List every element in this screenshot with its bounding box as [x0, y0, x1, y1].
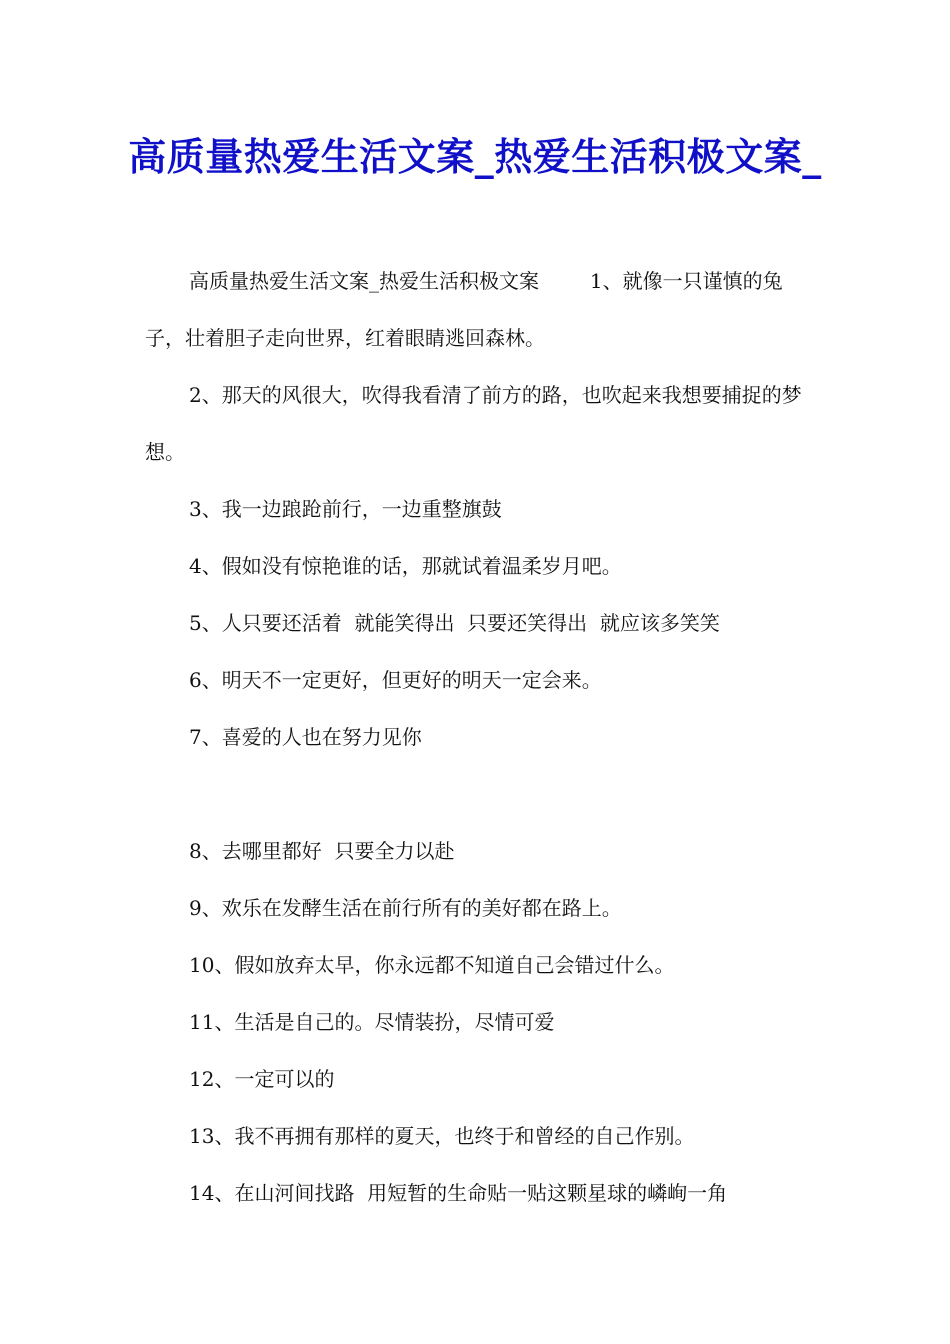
document-title: 高质量热爱生活文案_热爱生活积极文案_ [128, 135, 822, 179]
paragraph-12: 12、一定可以的 [189, 1067, 335, 1091]
paragraph-6: 6、明天不一定更好，但更好的明天一定会来。 [189, 668, 602, 692]
paragraph-2: 2、那天的风很大，吹得我看清了前方的路，也吹起来我想要捕捉的梦想。 [145, 383, 802, 464]
paragraph-4: 4、假如没有惊艳谁的话，那就试着温柔岁月吧。 [189, 554, 622, 578]
paragraph-9: 9、欢乐在发酵生活在前行所有的美好都在路上。 [189, 896, 622, 920]
paragraph-8: 8、去哪里都好 只要全力以赴 [189, 839, 455, 863]
paragraph-13: 13、我不再拥有那样的夏天，也终于和曾经的自己作别。 [189, 1124, 695, 1148]
paragraph-5: 5、人只要还活着 就能笑得出 只要还笑得出 就应该多笑笑 [189, 611, 720, 635]
document-body [145, 253, 809, 1222]
blank-line [145, 766, 809, 823]
paragraph-14: 14、在山河间找路 用短暂的生命贴一贴这颗星球的嶙峋一角 [189, 1181, 728, 1205]
paragraph-7: 7、喜爱的人也在努力见你 [189, 725, 422, 749]
paragraph-intro: 高质量热爱生活文案_热爱生活积极文案 1、就像一只谨慎的兔子，壮着胆子走向世界，红着眼睛逃回森林。 [145, 269, 783, 350]
paragraph-10: 10、假如放弃太早，你永远都不知道自己会错过什么。 [189, 953, 675, 977]
paragraph-11: 11、生活是自己的。尽情装扮，尽情可爱 [189, 1010, 555, 1034]
paragraph-3: 3、我一边踉跄前行，一边重整旗鼓 [189, 497, 502, 521]
